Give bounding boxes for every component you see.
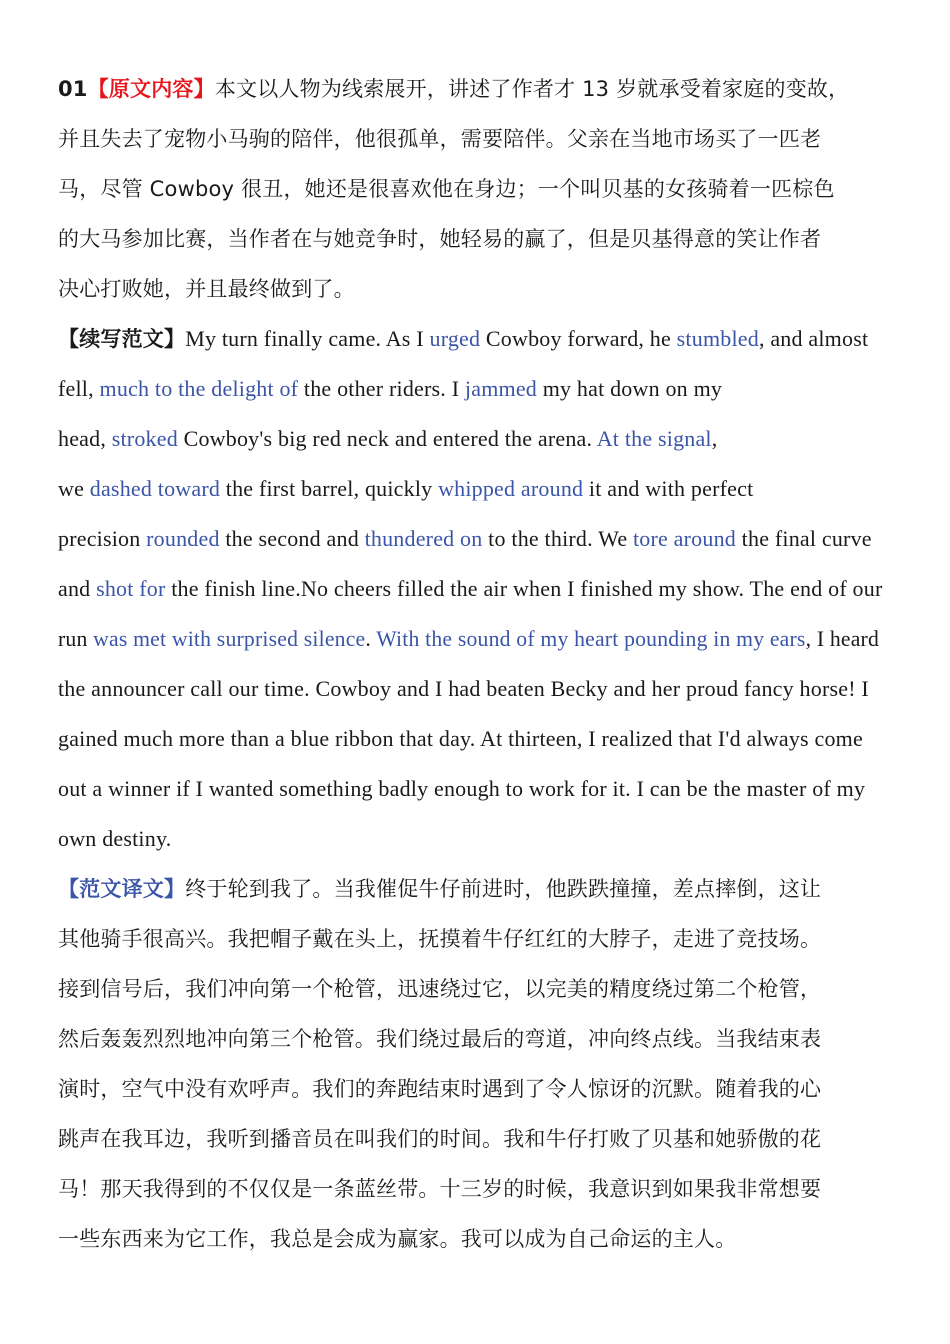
highlight-phrase: urged [429,326,481,351]
sample-line-6: and shot for the finish line.No cheers filled the air when I finished my show. The end of our [58,576,883,601]
sample-section [58,314,888,864]
sample-line-7: run was met with surprised silence. With the sound of my heart pounding in my ears, I heard [58,627,880,651]
highlight-phrase: tore around [632,526,736,551]
translation-line-4: 然后轰轰烈烈地冲向第三个枪管。我们绕过最后的弯道，冲向终点线。当我结束表 [58,1027,822,1051]
summary-line-4: 的大马参加比赛，当作者在与她竞争时，她轻易的赢了，但是贝基得意的笑让作者 [58,227,822,251]
sample-line-8: the announcer call our time. Cowboy and I had beaten Becky and her proud fancy horse! I [58,676,869,701]
sample-line-3: head, stroked Cowboy's big red neck and entered the arena. At the signal, [58,426,718,451]
sample-line-10: out a winner if I wanted something badly enough to work for it. I can be the master of my [58,776,866,801]
translation-line-7: 马！那天我得到的不仅仅是一条蓝丝带。十三岁的时候，我意识到如果我非常想要 [58,1177,822,1201]
highlight-phrase: much to the delight of [99,376,299,401]
translation-line-1: 【范文译文】终于轮到我了。当我催促牛仔前进时，他跌跌撞撞，差点摔倒，这让 [58,877,822,901]
summary-title: 【原文内容】 [87,77,215,101]
highlight-phrase: whipped around [438,476,584,501]
highlight-phrase: stroked [111,426,178,451]
sample-line-5: precision rounded the second and thundered on to the third. We tore around the final curve [58,526,872,551]
highlight-phrase: With the sound of my heart pounding in my ears [376,627,806,651]
sample-line-9: gained much more than a blue ribbon that day. At thirteen, I realized that I'd always come [58,726,863,751]
highlight-phrase: jammed [464,376,537,401]
sample-line-2: fell, much to the delight of the other riders. I jammed my hat down on my [58,376,723,401]
translation-section [58,864,888,1264]
summary-line-1 [58,64,888,114]
highlight-phrase: dashed toward [89,476,221,501]
translation-line-8: 一些东西来为它工作，我总是会成为赢家。我可以成为自己命运的主人。 [58,1227,737,1251]
highlight-phrase: was met with surprised silence [93,627,366,651]
translation-title: 【范文译文】 [58,877,186,901]
translation-line-3: 接到信号后，我们冲向第一个枪管，迅速绕过它，以完美的精度绕过第二个枪管， [58,977,822,1001]
document-page [58,64,888,1264]
section-number: 01 [58,77,88,101]
summary-line-5: 决心打败她，并且最终做到了。 [58,277,355,301]
sample-title: 【续写范文】 [58,327,186,351]
highlight-phrase: shot for [96,576,166,601]
summary-line-3: 马，尽管 Cowboy 很丑，她还是很喜欢他在身边；一个叫贝基的女孩骑着一匹棕色 [58,177,835,201]
highlight-phrase: thundered on [364,526,483,551]
sample-line-11: own destiny. [58,826,172,851]
summary-text: 本文以人物为线索展开，讲述了作者才 13 岁就承受着家庭的变故， [214,77,850,101]
highlight-phrase: At the signal [596,426,712,451]
sample-line-4: we dashed toward the first barrel, quickly whipped around it and with perfect [58,476,754,501]
highlight-phrase: rounded [146,526,220,551]
highlight-phrase: stumbled [676,326,759,351]
summary-line-2: 并且失去了宠物小马驹的陪伴，他很孤单，需要陪伴。父亲在当地市场买了一匹老 [58,127,822,151]
translation-line-2: 其他骑手很高兴。我把帽子戴在头上，抚摸着牛仔红红的大脖子，走进了竞技场。 [58,927,822,951]
sample-line-1: 【续写范文】My turn finally came. As I urged Cowboy forward, he stumbled, and almost [58,326,869,351]
summary-section [58,64,888,314]
translation-line-5: 演时，空气中没有欢呼声。我们的奔跑结束时遇到了令人惊讶的沉默。随着我的心 [58,1077,822,1101]
translation-line-6: 跳声在我耳边，我听到播音员在叫我们的时间。我和牛仔打败了贝基和她骄傲的花 [58,1127,822,1151]
